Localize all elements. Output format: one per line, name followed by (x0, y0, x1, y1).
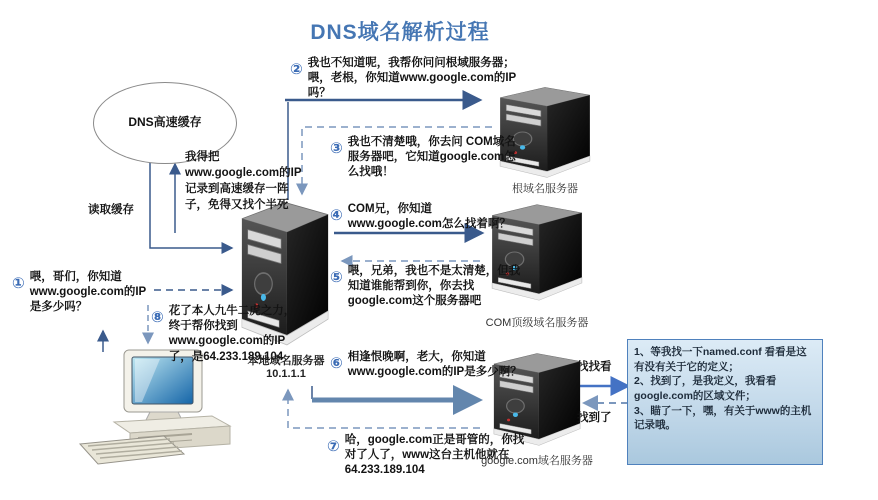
find-label: 找找看 (577, 361, 612, 373)
step-6-text: 相逢恨晚啊，老大，你知道www.google.com的IP是多少啊？ (347, 351, 522, 379)
local-dns-server-ip: 10.1.1.1 (266, 368, 306, 380)
step-6 (330, 350, 524, 380)
read-cache-label: 读取缓存 (88, 204, 134, 216)
local-dns-server-label: 本地域名服务器 10.1.1.1 (236, 352, 336, 380)
found-label: 找到了 (577, 412, 612, 424)
step-4 (330, 202, 516, 232)
client-computer-icon (72, 348, 247, 473)
note-2: 2、找到了，是我定义，我看看google.com的区域文件； (634, 375, 777, 403)
step-3-badge: ③ (330, 140, 343, 157)
step-7-badge: ⑦ (327, 438, 340, 455)
step-2 (290, 56, 524, 102)
step-2-text: 我也不知道呢，我帮你问问根域服务器；喂，老根，你知道www.google.com的IP吗？ (307, 57, 517, 100)
step-4-text: COM兄，你知道www.google.com怎么找着啊？ (347, 203, 511, 231)
note-3: 3、瞄了一下，嘿，有关于www的主机记录哦。 (634, 404, 812, 432)
step-1-text: 喂，哥们，你知道www.google.com的IP是多少吗？ (29, 271, 147, 314)
com-dns-server-label: COM顶级域名服务器 (485, 317, 589, 329)
step-5-badge: ⑤ (330, 269, 343, 286)
named-conf-notes-box (627, 339, 823, 465)
step-6-badge: ⑥ (330, 355, 343, 372)
step-8-text: 花了本人九牛二虎之力，终于帮你找到www.google.com的IP了，是64.233.189.104 (168, 305, 296, 363)
step-1-badge: ① (12, 275, 25, 292)
note-1: 1、等我找一下named.conf 看看是这有没有关于它的定义； (634, 346, 807, 373)
step-1 (12, 270, 156, 316)
step-2-badge: ② (290, 61, 303, 78)
dns-cache-label: DNS高速缓存 (128, 115, 202, 130)
step-7-text: 哈，google.com正是哥管的，你找对了人了，www这台主机他就在64.233.189.104 (344, 434, 525, 477)
google-dns-server-label: google.com域名服务器 (481, 455, 593, 467)
step-8-badge: ⑧ (151, 309, 164, 326)
step-4-badge: ④ (330, 207, 343, 224)
step-5 (330, 264, 522, 310)
step-5-text: 喂，兄弟，我也不是太清楚，但我知道谁能帮到你，你去找google.com这个服务器吧 (347, 265, 521, 308)
page-title: DNS域名解析过程 (310, 21, 490, 44)
cache-store-note: 我得把www.google.com的IP记录到高速缓存一阵子，免得又找个半死 (185, 151, 302, 211)
root-dns-server-label: 根域名服务器 (512, 183, 578, 195)
step-3 (330, 135, 516, 181)
step-3-text: 我也不清楚哦，你去问 COM域名服务器吧，它知道google.com怎么找哦！ (347, 136, 516, 179)
